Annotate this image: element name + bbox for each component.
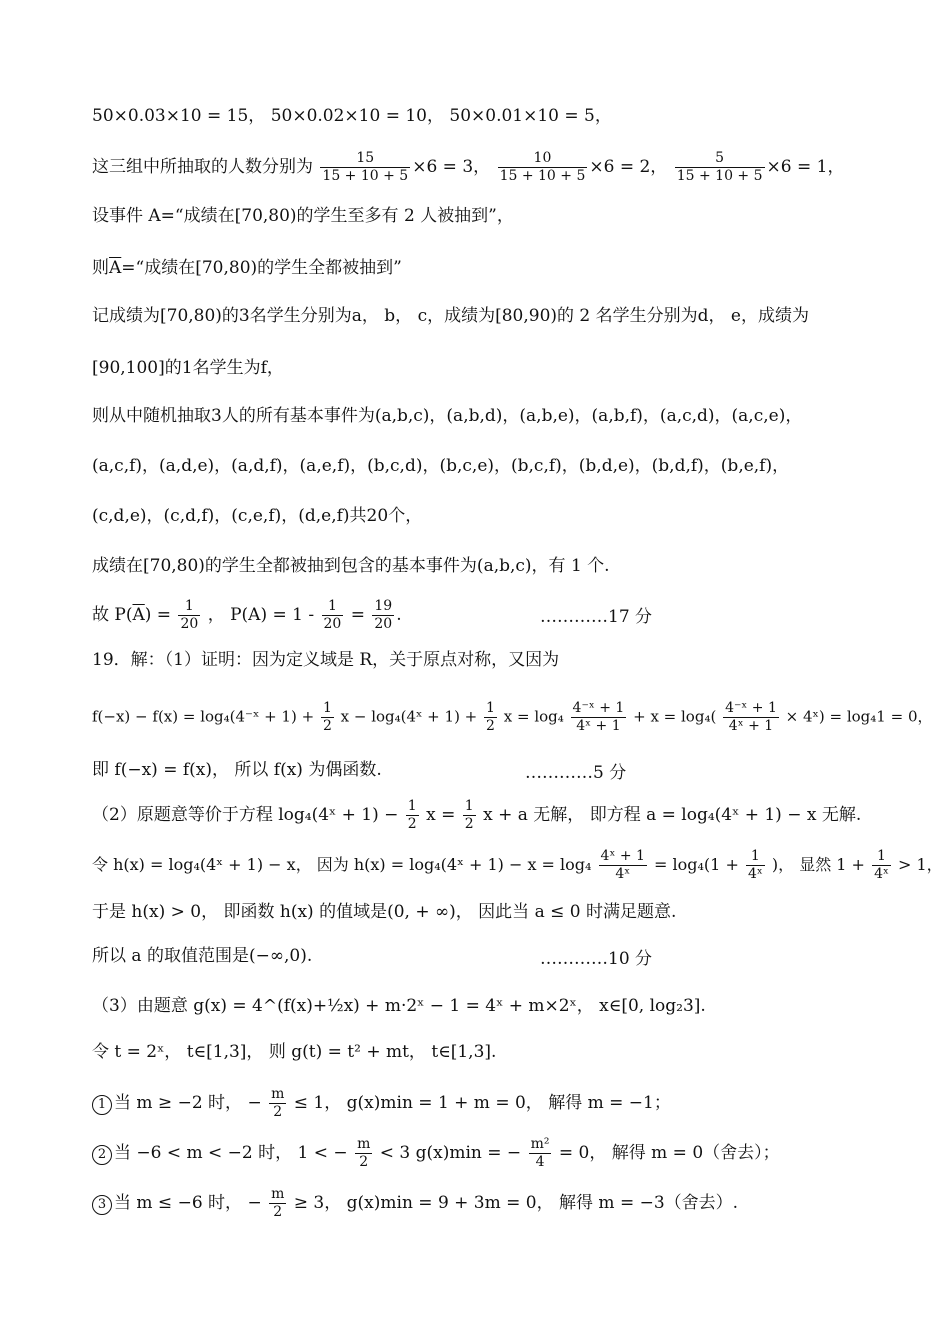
line-sample-sizes: 这三组中所抽取的人数分别为 $\frac{15}{15 + 10 + 5}$ ×6 = 3， $\frac{10}{15 + 10 + 5}$ ×6 = 2， $\frac{5}{15 + 10 + 5}$ ×6 = 1，: [92, 150, 845, 184]
line-substitution: 令 t = 2ˣ， t∈[1,3]， 则 g(t) = t² + mt， t∈[1,3].: [92, 1042, 497, 1062]
line-h-range: 于是 h(x) > 0， 即函数 h(x) 的值域是(0, + ∞)， 因此当 a ≤ 0 时满足题意.: [92, 902, 677, 922]
line-basic-events-1: 则从中随机抽取3人的所有基本事件为(a,b,c)，(a,b,d)，(a,b,e)，(a,b,f)，(a,c,d)，(a,c,e)，: [92, 406, 803, 426]
line-event-a: 设事件 A=“成绩在[70,80)的学生至多有 2 人被抽到”，: [92, 206, 514, 226]
fraction: $\frac{m}{2}$: [271, 1086, 285, 1120]
fraction: $\frac{15}{15 + 10 + 5}$: [322, 150, 409, 184]
fraction: $\frac{19}{20}$: [374, 598, 393, 632]
line-basic-events-3: (c,d,e)，(c,d,f)，(c,e,f)，(d,e,f)共20个，: [92, 506, 423, 526]
fraction: $\frac{\text{4⁻ˣ + 1}}{\text{4ˣ + 1}}$: [725, 700, 777, 734]
fraction: $\frac{1}{2}$: [486, 700, 495, 734]
line-q19-intro: 19．解：（1）证明：因为定义域是 R，关于原点对称，又因为: [92, 650, 560, 670]
line-count-products: 50×0.03×10 = 15， 50×0.02×10 = 10， 50×0.01×10 = 5，: [92, 106, 612, 126]
fraction: $\frac{10}{15 + 10 + 5}$: [499, 150, 586, 184]
line-complement-event: 则$\overline{A}=“$成绩在[70,80)的学生全都被抽到”: [92, 258, 402, 278]
line-even-conclusion: 即 f(−x) = f(x)， 所以 f(x) 为偶函数.: [92, 760, 382, 780]
fraction: $\frac{m}{2}$: [271, 1186, 285, 1220]
fraction: $\frac{m}{2}$: [357, 1136, 371, 1170]
line-basic-events-2: (a,c,f)，(a,d,e)，(a,d,f)，(a,e,f)，(b,c,d)，(b,c,e)，(b,c,f)，(b,d,e)，(b,d,f)，(b,e,f)，: [92, 456, 790, 476]
line-probability: 故 $P(\overline{A})$ = $\frac{1}{20}$ ， P(A) = 1 - $\frac{1}{20}$ = $\frac{19}{20}$ .: [92, 598, 402, 632]
line-student-f: [90,100]的1名学生为f，: [92, 358, 284, 378]
fraction: $\frac{\text{m²}}{4}$: [530, 1136, 550, 1170]
fraction: $\frac{\text{4ˣ + 1}}{\text{4ˣ}}$: [600, 848, 645, 882]
line-case-1: 1 当 m ≥ −2 时， − $\frac{m}{2}$ ≤ 1， g(x)min = 1 + m = 0， 解得 m = −1；: [92, 1086, 671, 1121]
line-g-definition: （3）由题意 g(x) = 4^(f(x)+½x) + m·2ˣ − 1 = 4ˣ + m×2ˣ， x∈[0, log₂3].: [92, 996, 706, 1016]
fraction: $\frac{5}{15 + 10 + 5}$: [676, 150, 763, 184]
score-mark-17: …………17 分: [540, 607, 653, 627]
fraction: $\frac{\text{4⁻ˣ + 1}}{\text{4ˣ + 1}}$: [572, 700, 625, 734]
line-case-2: 2 当 −6 < m < −2 时， 1 < − $\frac{m}{2}$ < 3 g(x)min = − $\frac{\text{m²}}{4}$ = 0， 解得 m = 0（舍去）；: [92, 1136, 780, 1171]
line-part2-equation: （2）原题意等价于方程 log₄(4ˣ + 1) − $\frac{1}{2}$ x = $\frac{1}{2}$ x + a 无解， 即方程 a = log₄(4ˣ + 1) − x 无解.: [92, 798, 862, 832]
line-a-range: 所以 a 的取值范围是(−∞,0).: [92, 946, 313, 966]
line-case-3: 3 当 m ≤ −6 时， − $\frac{m}{2}$ ≥ 3， g(x)min = 9 + 3m = 0， 解得 m = −3（舍去）.: [92, 1186, 738, 1221]
circled-number: 2: [92, 1145, 112, 1165]
score-mark-10: …………10 分: [540, 949, 653, 969]
line-students-naming: 记成绩为[70,80)的3名学生分别为a， b， c，成绩为[80,90)的 2 名学生分别为d， e，成绩为: [92, 306, 809, 326]
score-mark-5: …………5 分: [525, 763, 627, 783]
fraction: $\frac{1}{20}$: [180, 598, 199, 632]
circled-number: 3: [92, 1195, 112, 1215]
fraction: $\frac{1}{2}$: [407, 798, 417, 832]
line-even-proof: f(−x) − f(x) = log₄(4⁻ˣ + 1) + $\frac{1}{2}$ x − log₄(4ˣ + 1) + $\frac{1}{2}$ x = log₄ $\frac{\text{4⁻ˣ + 1}}{\text{4ˣ + 1}}$ + x = log₄( $\frac{\text{4⁻ˣ + 1}}{\text{4ˣ + 1}}$ × 4ˣ) = log₄1 = 0，: [92, 700, 933, 734]
line-h-definition: 令 h(x) = log₄(4ˣ + 1) − x， 因为 h(x) = log₄(4ˣ + 1) − x = log₄ $\frac{\text{4ˣ + 1}}{\text{4ˣ}}$ = log₄(1 + $\frac{1}{\text{4ˣ}}$ )， 显然 1 + $\frac{1}{\text{4ˣ}}$ > 1，: [92, 848, 943, 882]
fraction: $\frac{1}{\text{4ˣ}}$: [874, 848, 889, 882]
fraction: $\frac{1}{20}$: [323, 598, 342, 632]
fraction: $\frac{1}{2}$: [464, 798, 474, 832]
circled-number: 1: [92, 1095, 112, 1115]
fraction: $\frac{1}{\text{4ˣ}}$: [747, 848, 763, 882]
fraction: $\frac{1}{2}$: [322, 700, 332, 734]
line-favorable-events: 成绩在[70,80)的学生全都被抽到包含的基本事件为(a,b,c)，有 1 个.: [92, 556, 610, 576]
